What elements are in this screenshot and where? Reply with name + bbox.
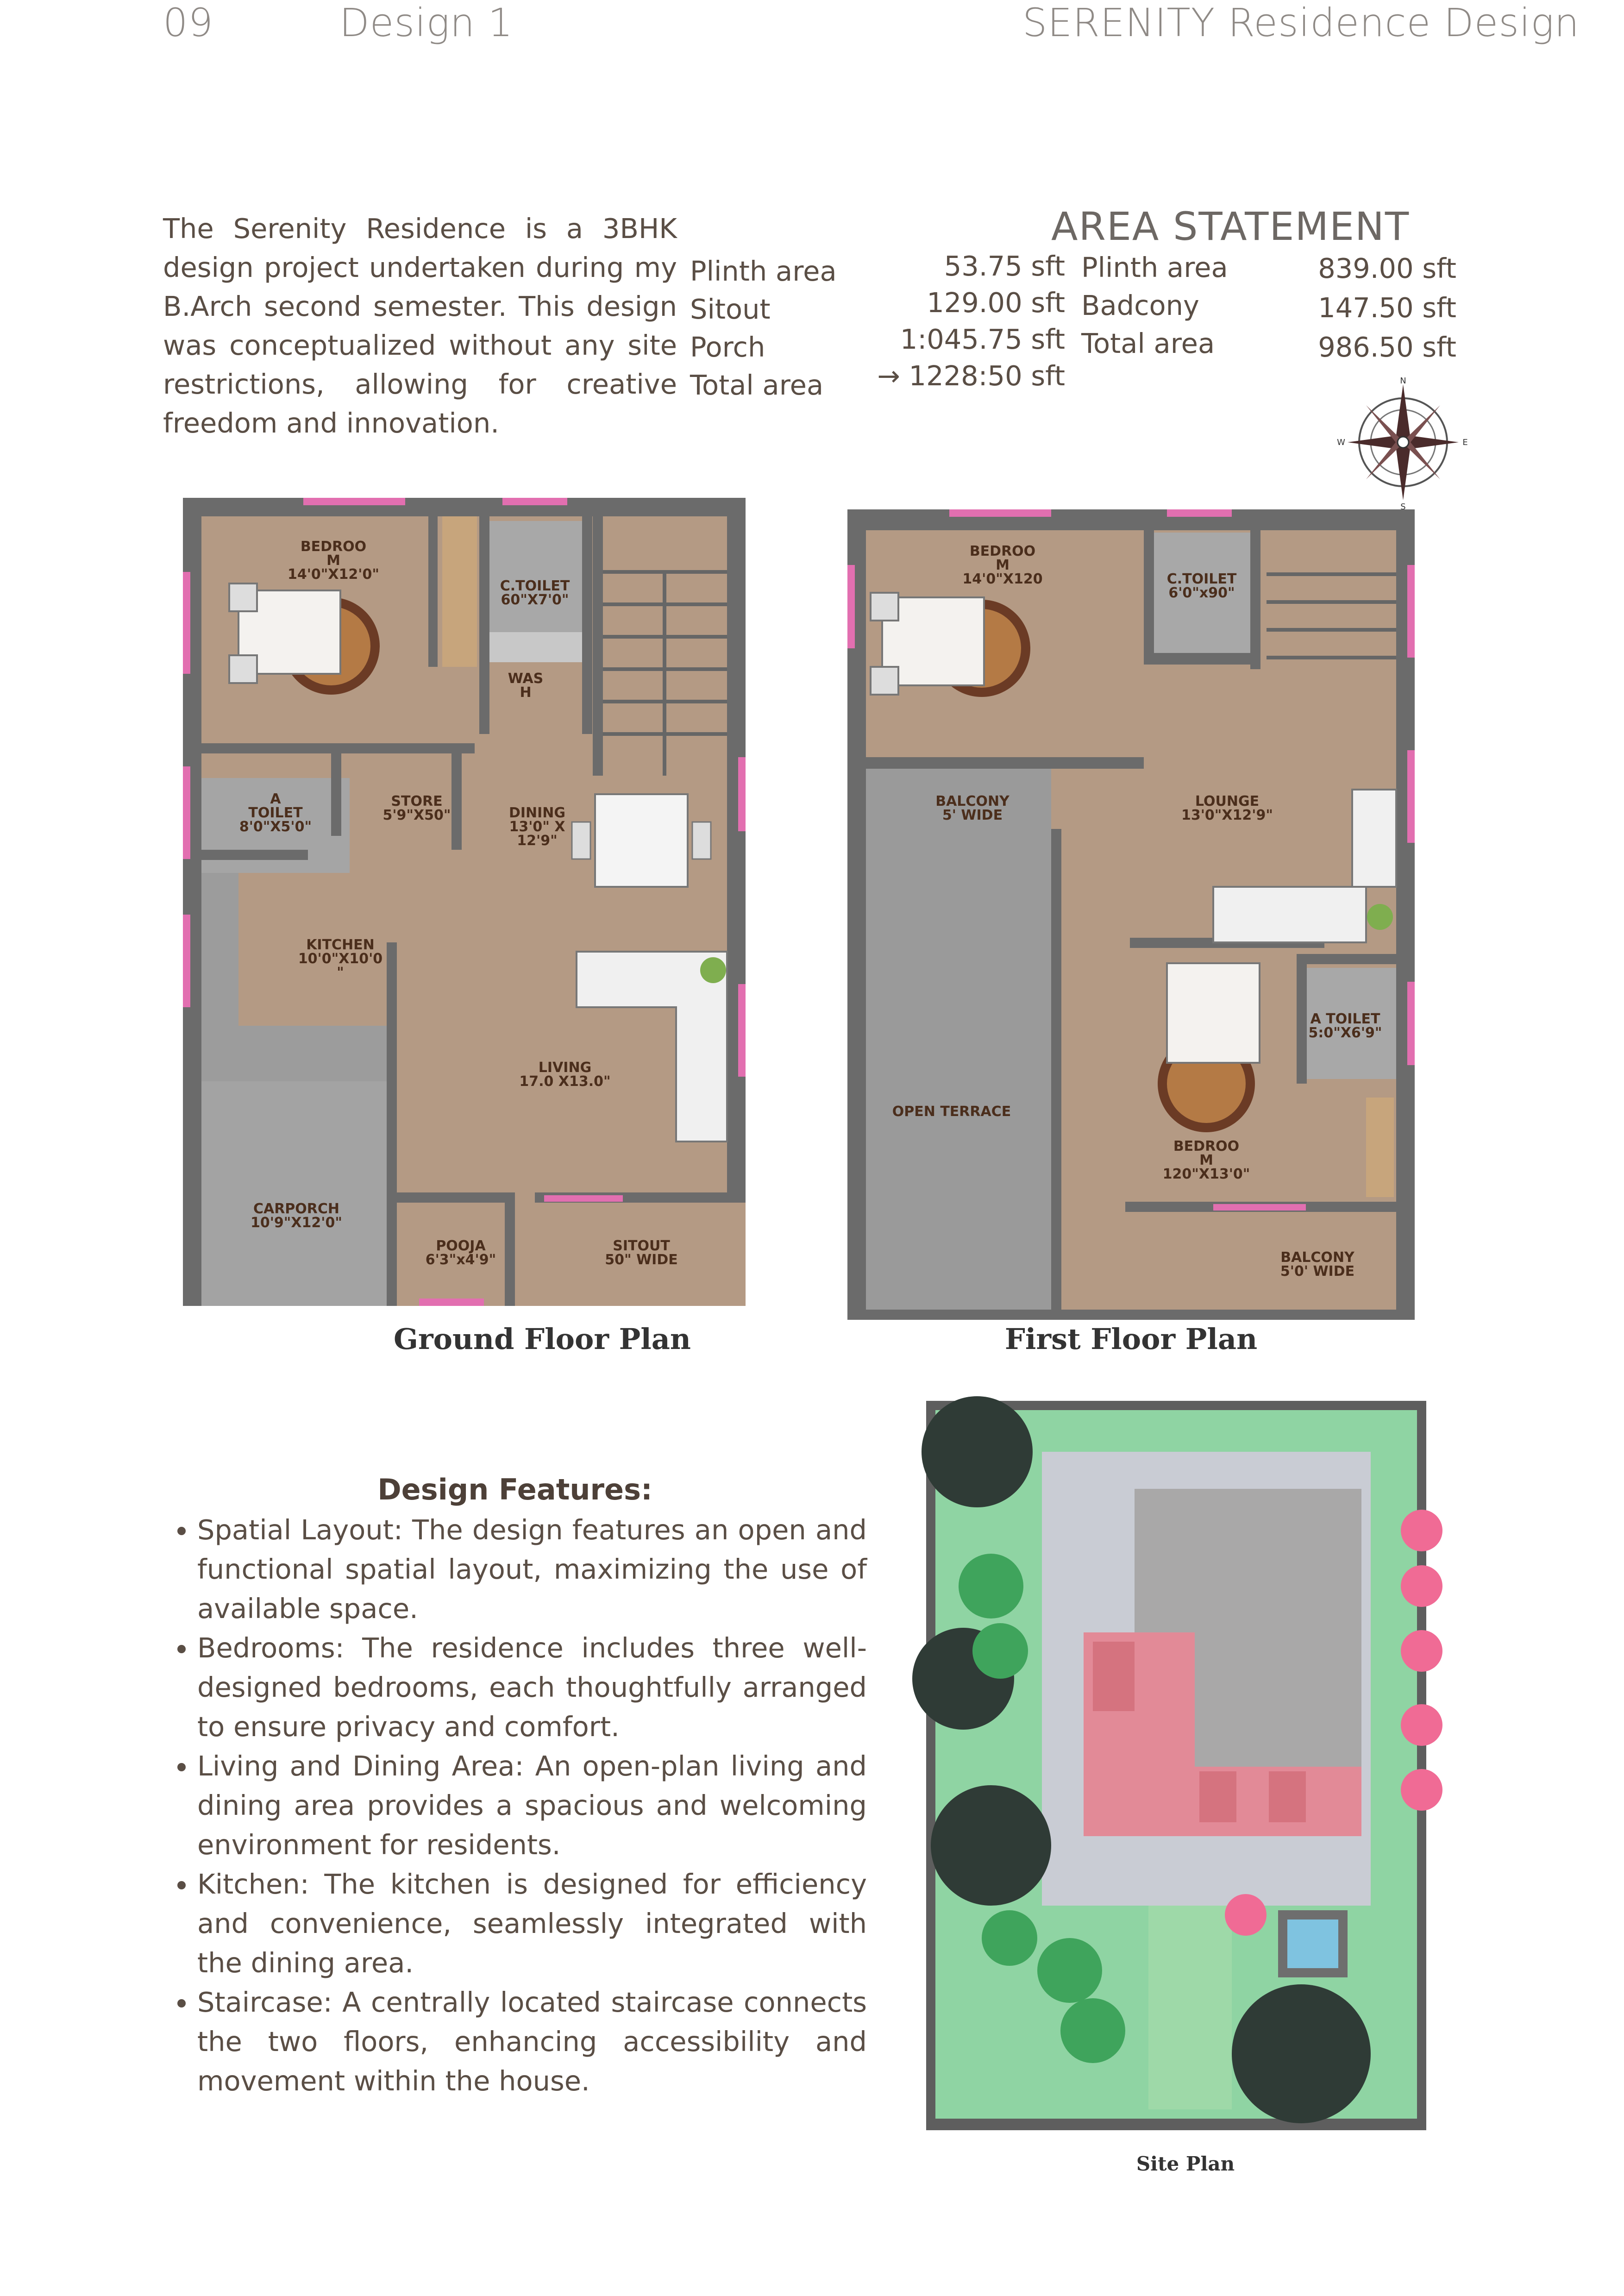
section-title: Design 1 [339, 0, 514, 45]
first-floor-plan [847, 509, 1415, 1320]
compass-w: W [1337, 438, 1345, 447]
svg-text:BEDROOM14'0"X120: BEDROO M 14'0"X120 [962, 543, 1043, 587]
compass-s: S [1400, 502, 1406, 509]
feature-item: • Spatial Layout: The design features an open and functional spatial layout, maximizing the use of available space. [197, 1510, 867, 1628]
plant [700, 957, 726, 983]
area-statement-values [1297, 249, 1456, 367]
ground-area-values [871, 248, 1065, 394]
compass-n: N [1400, 376, 1406, 386]
ground-area-label: Total area [690, 369, 824, 401]
ground-area-value: → 1228:50 sft [877, 360, 1065, 392]
feature-item: • Bedrooms: The residence includes three well-designed bedrooms, each thoughtfully arranged to ensure privacy and comfort. [197, 1628, 867, 1746]
wardrobe [442, 516, 477, 667]
design-features [163, 1473, 867, 2101]
svg-text:BALCONY5' WIDE: BALCONY 5' WIDE [935, 793, 1010, 823]
svg-text:STORE5'9"X50": STORE 5'9"X50" [382, 793, 451, 823]
first-floor-caption: First Floor Plan [1004, 1322, 1258, 1356]
ground-area-label: Plinth area [690, 255, 837, 287]
area-statement-labels [1081, 249, 1228, 363]
pool [1287, 1920, 1338, 1968]
svg-text:ATOILET8'0"X5'0": A TOILET 8'0"X5'0" [239, 791, 312, 835]
area-statement-value: 986.50 sft [1318, 331, 1456, 363]
design-features-list [163, 1510, 867, 2101]
area-statement-value: 147.50 sft [1318, 292, 1456, 324]
svg-text:OPEN TERRACE: OPEN TERRACE [892, 1104, 1011, 1120]
ground-floor-plan [183, 498, 746, 1306]
site-plan-caption: Site Plan [1136, 2152, 1235, 2175]
svg-text:DINING13'0" X12'9": DINING 13'0" X 12'9" [508, 805, 566, 849]
svg-text:POOJA6'3"x4'9": POOJA 6'3"x4'9" [425, 1238, 496, 1268]
ground-floor-caption: Ground Floor Plan [394, 1322, 691, 1356]
staircase [1267, 530, 1396, 669]
feature-item: • Kitchen: The kitchen is designed for efficiency and convenience, seamlessly integrated with the dining area. [197, 1864, 867, 1982]
svg-text:LOUNGE13'0"X12'9": LOUNGE 13'0"X12'9" [1181, 793, 1273, 823]
svg-text:BEDROOM120"X13'0": BEDROO M 120"X13'0" [1162, 1138, 1250, 1182]
svg-text:BEDROOM14'0"X12'0": BEDROO M 14'0"X12'0" [287, 539, 380, 583]
sofa [1213, 887, 1366, 942]
svg-text:C.TOILET60"X7'0": C.TOILET 60"X7'0" [500, 578, 570, 608]
compass-e: E [1462, 438, 1468, 447]
svg-text:SITOUT50" WIDE: SITOUT 50" WIDE [605, 1238, 678, 1268]
area-statement-label: Badcony [1081, 289, 1199, 321]
open-terrace-floor [847, 769, 1051, 1320]
ground-area-label: Sitout [690, 293, 771, 325]
feature-item: • Living and Dining Area: An open-plan living and dining area provides a spacious and welcoming environment for residents. [197, 1746, 867, 1864]
svg-text:C.TOILET6'0"x90": C.TOILET 6'0"x90" [1166, 571, 1237, 601]
compass-rose-icon [1334, 375, 1473, 509]
feature-item: • Staircase: A centrally located staircase connects the two floors, enhancing accessibility and movement within the house. [197, 1982, 867, 2101]
staircase [602, 521, 727, 776]
walkway-lawn [1148, 1906, 1232, 2109]
ground-area-labels [690, 252, 837, 404]
area-statement-label: Total area [1081, 327, 1215, 359]
svg-text:BALCONY5'0' WIDE: BALCONY 5'0' WIDE [1280, 1249, 1355, 1280]
area-statement-title: AREA STATEMENT [1051, 204, 1410, 249]
ground-area-label: Porch [690, 331, 765, 363]
carporch-floor [183, 1081, 387, 1306]
wardrobe [1366, 1098, 1394, 1197]
site-plan [894, 1392, 1473, 2151]
svg-text:WASH: WAS H [508, 671, 544, 701]
project-title: SERENITY Residence Design [1022, 0, 1580, 45]
ground-area-value: 53.75 sft [944, 250, 1065, 282]
bed [1167, 963, 1260, 1063]
svg-text:KITCHEN10'0"X10'0": KITCHEN 10'0"X10'0 " [298, 937, 383, 981]
ground-area-value: 1:045.75 sft [900, 323, 1065, 355]
area-statement-label: Plinth area [1081, 251, 1228, 283]
c-toilet-floor [486, 521, 583, 632]
area-statement-value: 839.00 sft [1318, 252, 1456, 284]
design-features-heading: Design Features: [377, 1473, 652, 1506]
armchair [1352, 790, 1396, 887]
ground-area-value: 129.00 sft [927, 287, 1065, 319]
page-number: 09 [163, 0, 213, 45]
svg-text:LIVING17.0 X13.0": LIVING 17.0 X13.0" [519, 1060, 611, 1090]
dining-table [595, 794, 688, 887]
svg-text:CARPORCH10'9"X12'0": CARPORCH 10'9"X12'0" [250, 1201, 343, 1231]
intro-paragraph: The Serenity Residence is a 3BHK design project undertaken during my B.Arch second semester. This design was conceptualized without any site restrictions, allowing for creative freedom and innovation. [163, 213, 677, 439]
svg-text:A TOILET5:0"X6'9": A TOILET 5:0"X6'9" [1308, 1011, 1382, 1041]
plant [1367, 904, 1393, 930]
